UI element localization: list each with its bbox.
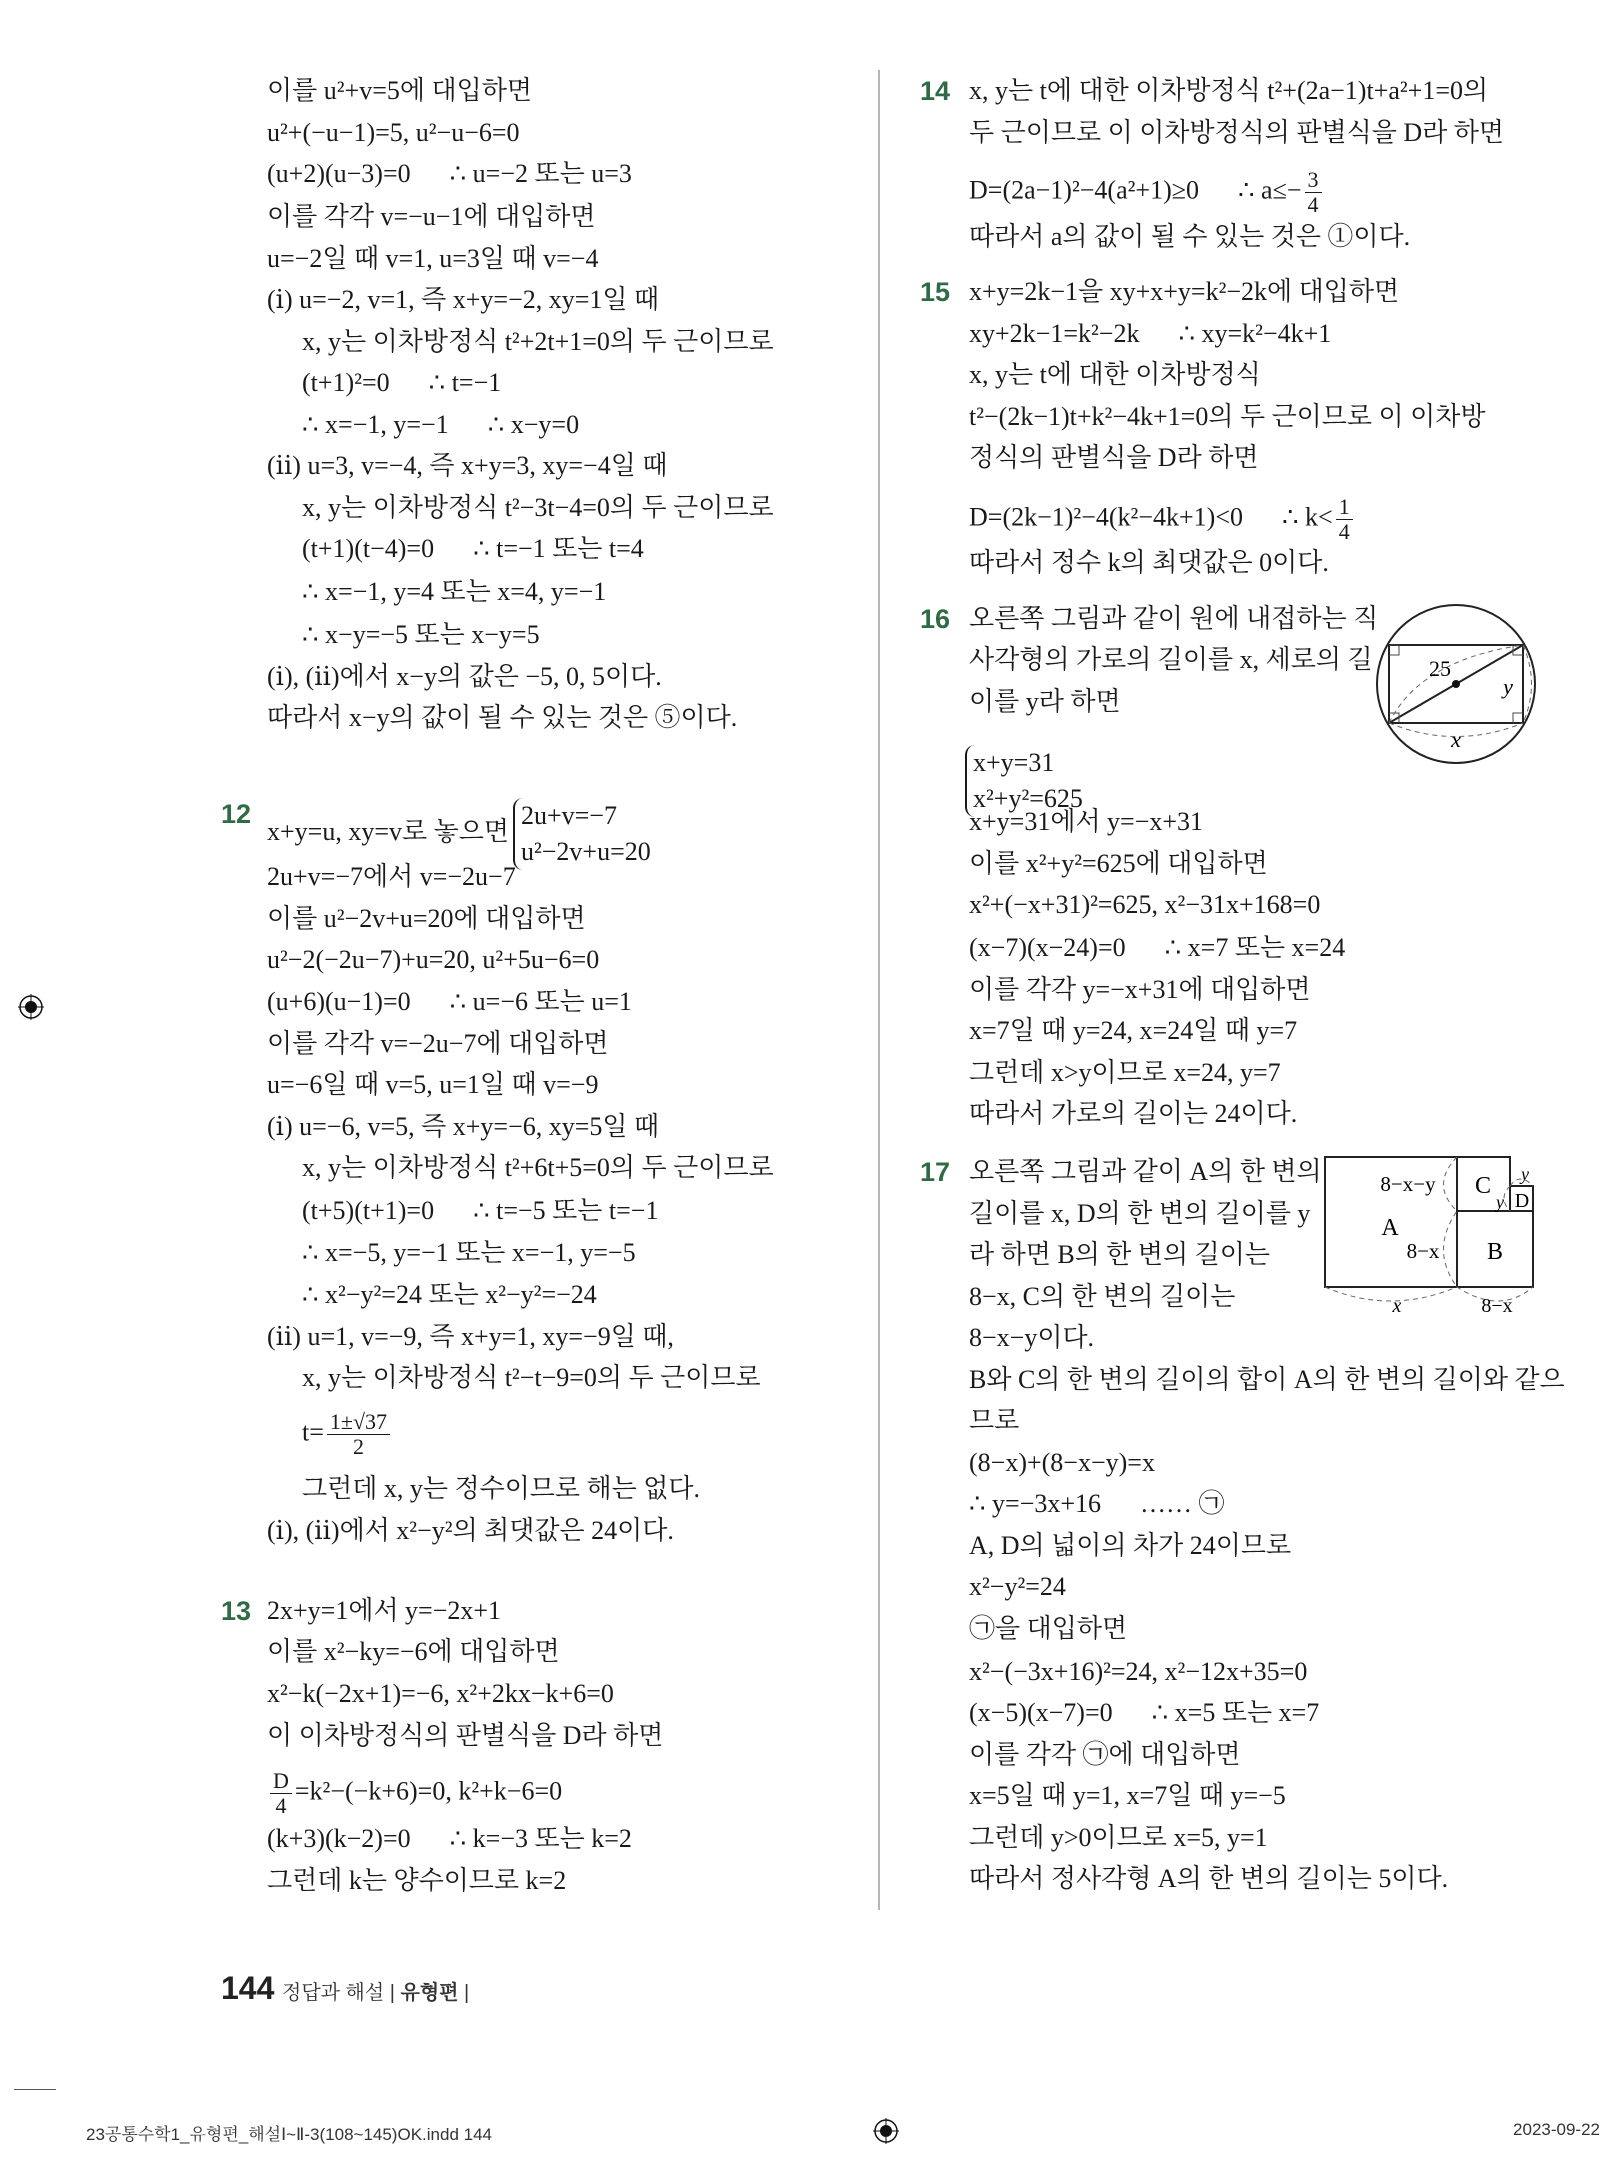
text-line: (ⅱ) u=3, v=−4, 즉 x+y=3, xy=−4일 때	[267, 451, 668, 480]
problem-number: 12	[221, 799, 252, 829]
text-line: (ⅰ) u=−2, v=1, 즉 x+y=−2, xy=1일 때	[267, 285, 660, 314]
text-line: 이를 y라 하면	[969, 687, 1121, 716]
text-line: 오른쪽 그림과 같이 원에 내접하는 직	[969, 604, 1379, 633]
text-line: 이를 u²−2v+u=20에 대입하면	[267, 904, 586, 933]
text-line: u²−2(−2u−7)+u=20, u²+5u−6=0	[267, 945, 600, 974]
text-line: 라 하면 B의 한 변의 길이는	[969, 1240, 1271, 1269]
text-line: (x−7)(x−24)=0 ∴ x=7 또는 x=24	[969, 933, 1346, 962]
text-line: 8−x−y이다.	[969, 1323, 1095, 1352]
text-line: ∴ x=−1, y=4 또는 x=4, y=−1	[302, 577, 607, 606]
text-line: 따라서 가로의 길이는 24이다.	[969, 1099, 1298, 1128]
fraction	[270, 1769, 292, 1818]
text-line: u=−6일 때 v=5, u=1일 때 v=−9	[267, 1070, 599, 1099]
width-label: x	[1451, 727, 1461, 752]
text-line: (x−5)(x−7)=0 ∴ x=5 또는 x=7	[969, 1698, 1320, 1727]
formula-line	[969, 168, 1325, 217]
label-8-x-y: 8−x−y	[1380, 1172, 1436, 1196]
text-line: x²−(−3x+16)²=24, x²−12x+35=0	[969, 1657, 1308, 1686]
fraction	[1336, 495, 1353, 544]
denominator: 2	[352, 1434, 364, 1459]
text-line: 따라서 a의 값이 될 수 있는 것은 ①이다.	[969, 222, 1411, 251]
text-line: 그런데 x, y는 정수이므로 해는 없다.	[302, 1474, 701, 1503]
equation-system	[513, 798, 651, 870]
text-line: x+y=31에서 y=−x+31	[969, 807, 1204, 836]
formula-line	[302, 1410, 393, 1459]
section-label: 정답과 해설	[282, 1982, 385, 2004]
text-line: 따라서 정수 k의 최댓값은 0이다.	[969, 548, 1329, 577]
text-line: x²+(−x+31)²=625, x²−31x+168=0	[969, 890, 1321, 919]
equation: 2u+v=−7	[520, 801, 617, 830]
text-line: t²−(2k−1)t+k²−4k+1=0의 두 근이므로 이 이차방	[969, 402, 1486, 431]
text-line: x=5일 때 y=1, x=7일 때 y=−5	[969, 1781, 1286, 1810]
denominator: 4	[1338, 519, 1350, 544]
text-line: 이를 x²+y²=625에 대입하면	[969, 849, 1268, 878]
registration-mark-icon	[873, 2118, 899, 2144]
part-label: 유형편	[400, 1982, 459, 2004]
circle-rectangle-figure	[1360, 590, 1560, 780]
text-line: 오른쪽 그림과 같이 A의 한 변의	[969, 1157, 1322, 1186]
text-line: 정식의 판별식을 D라 하면	[969, 443, 1259, 472]
text-line: 이를 x²−ky=−6에 대입하면	[267, 1637, 560, 1666]
problem-number: 13	[221, 1596, 252, 1626]
numerator: 1±√37	[327, 1410, 390, 1435]
problem-number: 15	[920, 277, 951, 307]
text-line: 8−x, C의 한 변의 길이는	[969, 1282, 1236, 1311]
text-line: 이를 각각 v=−2u−7에 대입하면	[267, 1029, 609, 1058]
separator: |	[389, 1982, 395, 2004]
text-line: x=7일 때 y=24, x=24일 때 y=7	[969, 1016, 1298, 1045]
text-line: (k+3)(k−2)=0 ∴ k=−3 또는 k=2	[267, 1824, 632, 1853]
label-bottom-x: x	[1392, 1295, 1402, 1317]
equation: x+y=31	[973, 748, 1055, 777]
label-a: A	[1381, 1215, 1399, 1241]
problem-number: 16	[920, 604, 951, 634]
formula-line	[969, 495, 1356, 544]
text-line: 이를 각각 v=−u−1에 대입하면	[267, 202, 596, 231]
text-line: x+y=2k−1을 xy+x+y=k²−2k에 대입하면	[969, 277, 1400, 306]
text-line: B와 C의 한 변의 길이의 합이 A의 한 변의 길이와 같으	[969, 1365, 1565, 1394]
page-header-title	[282, 1976, 469, 2005]
label-c: C	[1474, 1173, 1492, 1199]
text-line: 므로	[969, 1406, 1020, 1435]
text-line: xy+2k−1=k²−2k ∴ xy=k²−4k+1	[969, 319, 1332, 348]
text-line: (u+6)(u−1)=0 ∴ u=−6 또는 u=1	[267, 987, 632, 1016]
text-segment: =k²−(−k+6)=0, k²+k−6=0	[294, 1776, 563, 1806]
text-line: 이를 각각 y=−x+31에 대입하면	[969, 975, 1311, 1004]
denominator: 4	[275, 1793, 287, 1818]
text-line: 사각형의 가로의 길이를 x, 세로의 길	[969, 645, 1373, 674]
text-line: x, y는 t에 대한 이차방정식 t²+(2a−1)t+a²+1=0의	[969, 76, 1489, 105]
text-line: (t+1)(t−4)=0 ∴ t=−1 또는 t=4	[302, 534, 644, 563]
height-label: y	[1503, 674, 1513, 699]
text-line: x, y는 이차방정식 t²−3t−4=0의 두 근이므로	[302, 493, 774, 522]
text-line: 두 근이므로 이 이차방정식의 판별식을 D라 하면	[969, 118, 1504, 147]
text-line: 따라서 정사각형 A의 한 변의 길이는 5이다.	[969, 1864, 1449, 1893]
text-line: (ⅱ) u=1, v=−9, 즉 x+y=1, xy=−9일 때,	[267, 1322, 674, 1351]
text-line: A, D의 넓이의 차가 24이므로	[969, 1531, 1292, 1560]
problem-number: 14	[920, 76, 951, 106]
text-segment: t=	[302, 1417, 324, 1447]
fraction	[327, 1410, 390, 1459]
text-line: x, y는 이차방정식 t²+2t+1=0의 두 근이므로	[302, 327, 774, 356]
text-line: 이를 u²+v=5에 대입하면	[267, 76, 532, 105]
registration-mark-icon	[18, 994, 44, 1020]
text-line: (t+5)(t+1)=0 ∴ t=−5 또는 t=−1	[302, 1196, 659, 1225]
text-line: x²−k(−2x+1)=−6, x²+2kx−k+6=0	[267, 1679, 614, 1708]
separator: |	[464, 1982, 470, 2004]
text-line: x, y는 이차방정식 t²−t−9=0의 두 근이므로	[302, 1363, 761, 1392]
text-line: 이 이차방정식의 판별식을 D라 하면	[267, 1721, 664, 1750]
file-info: 23공통수학1_유형편_해설Ⅰ~Ⅱ-3(108~145)OK.indd 144	[86, 2125, 492, 2144]
diagonal-label: 25	[1429, 656, 1451, 681]
text-line: u=−2일 때 v=1, u=3일 때 v=−4	[267, 244, 599, 273]
text-segment: x+y=u, xy=v로 놓으면	[267, 816, 509, 846]
text-line: (t+1)²=0 ∴ t=−1	[302, 368, 502, 397]
text-segment: D=(2k−1)²−4(k²−4k+1)<0 ∴ k<	[969, 502, 1333, 532]
text-line: 길이를 x, D의 한 변의 길이를 y	[969, 1199, 1311, 1228]
numerator: 1	[1336, 495, 1353, 520]
print-date: 2023-09-22	[1513, 2120, 1600, 2139]
crop-mark	[14, 2089, 56, 2090]
text-line: 2x+y=1에서 y=−2x+1	[267, 1596, 502, 1625]
fraction	[1305, 168, 1322, 217]
label-d-y: y	[1521, 1164, 1529, 1184]
text-line: 따라서 x−y의 값이 될 수 있는 것은 ⑤이다.	[267, 703, 738, 732]
label-d: D	[1514, 1190, 1530, 1212]
equation: u²−2v+u=20	[520, 837, 651, 866]
denominator: 4	[1307, 192, 1319, 217]
text-line: (ⅰ), (ⅱ)에서 x²−y²의 최댓값은 24이다.	[267, 1516, 674, 1545]
text-line: (ⅰ) u=−6, v=5, 즉 x+y=−6, xy=5일 때	[267, 1112, 660, 1141]
text-line: ∴ x−y=−5 또는 x−y=5	[302, 620, 540, 649]
text-line: x, y는 이차방정식 t²+6t+5=0의 두 근이므로	[302, 1153, 774, 1182]
text-line: 2u+v=−7에서 v=−2u−7	[267, 862, 516, 891]
text-line: (8−x)+(8−x−y)=x	[969, 1448, 1155, 1477]
formula-line	[267, 1769, 562, 1818]
text-line: ∴ x²−y²=24 또는 x²−y²=−24	[302, 1280, 597, 1309]
column-divider	[878, 70, 880, 1910]
numerator: D	[270, 1769, 292, 1794]
problem-number: 17	[920, 1157, 951, 1187]
text-line: 그런데 x>y이므로 x=24, y=7	[969, 1058, 1281, 1087]
text-line: 이를 각각 ㉠에 대입하면	[969, 1740, 1241, 1769]
text-line: ∴ x=−1, y=−1 ∴ x−y=0	[302, 410, 580, 439]
label-8-x: 8−x	[1406, 1239, 1440, 1263]
numerator: 3	[1305, 168, 1322, 193]
squares-figure	[1315, 1145, 1565, 1320]
text-line: u²+(−u−1)=5, u²−u−6=0	[267, 118, 520, 147]
text-line: x²−y²=24	[969, 1572, 1066, 1601]
text-line: ∴ x=−5, y=−1 또는 x=−1, y=−5	[302, 1238, 636, 1267]
page-number: 144	[221, 1970, 275, 2006]
text-line: x, y는 t에 대한 이차방정식	[969, 360, 1261, 389]
text-line: 그런데 k는 양수이므로 k=2	[267, 1866, 567, 1895]
label-bottom-8-x: 8−x	[1481, 1295, 1513, 1317]
equation-system-line	[267, 798, 651, 870]
label-c-y: y	[1496, 1192, 1504, 1212]
text-line: (ⅰ), (ⅱ)에서 x−y의 값은 −5, 0, 5이다.	[267, 662, 662, 691]
text-line: 그런데 y>0이므로 x=5, y=1	[969, 1823, 1268, 1852]
text-line: (u+2)(u−3)=0 ∴ u=−2 또는 u=3	[267, 159, 632, 188]
label-b: B	[1486, 1239, 1504, 1265]
text-line: ㉠을 대입하면	[969, 1614, 1128, 1643]
text-line: ∴ y=−3x+16 …… ㉠	[969, 1489, 1225, 1518]
text-segment: D=(2a−1)²−4(a²+1)≥0 ∴ a≤−	[969, 175, 1302, 205]
equation: x²+y²=625	[973, 784, 1083, 813]
